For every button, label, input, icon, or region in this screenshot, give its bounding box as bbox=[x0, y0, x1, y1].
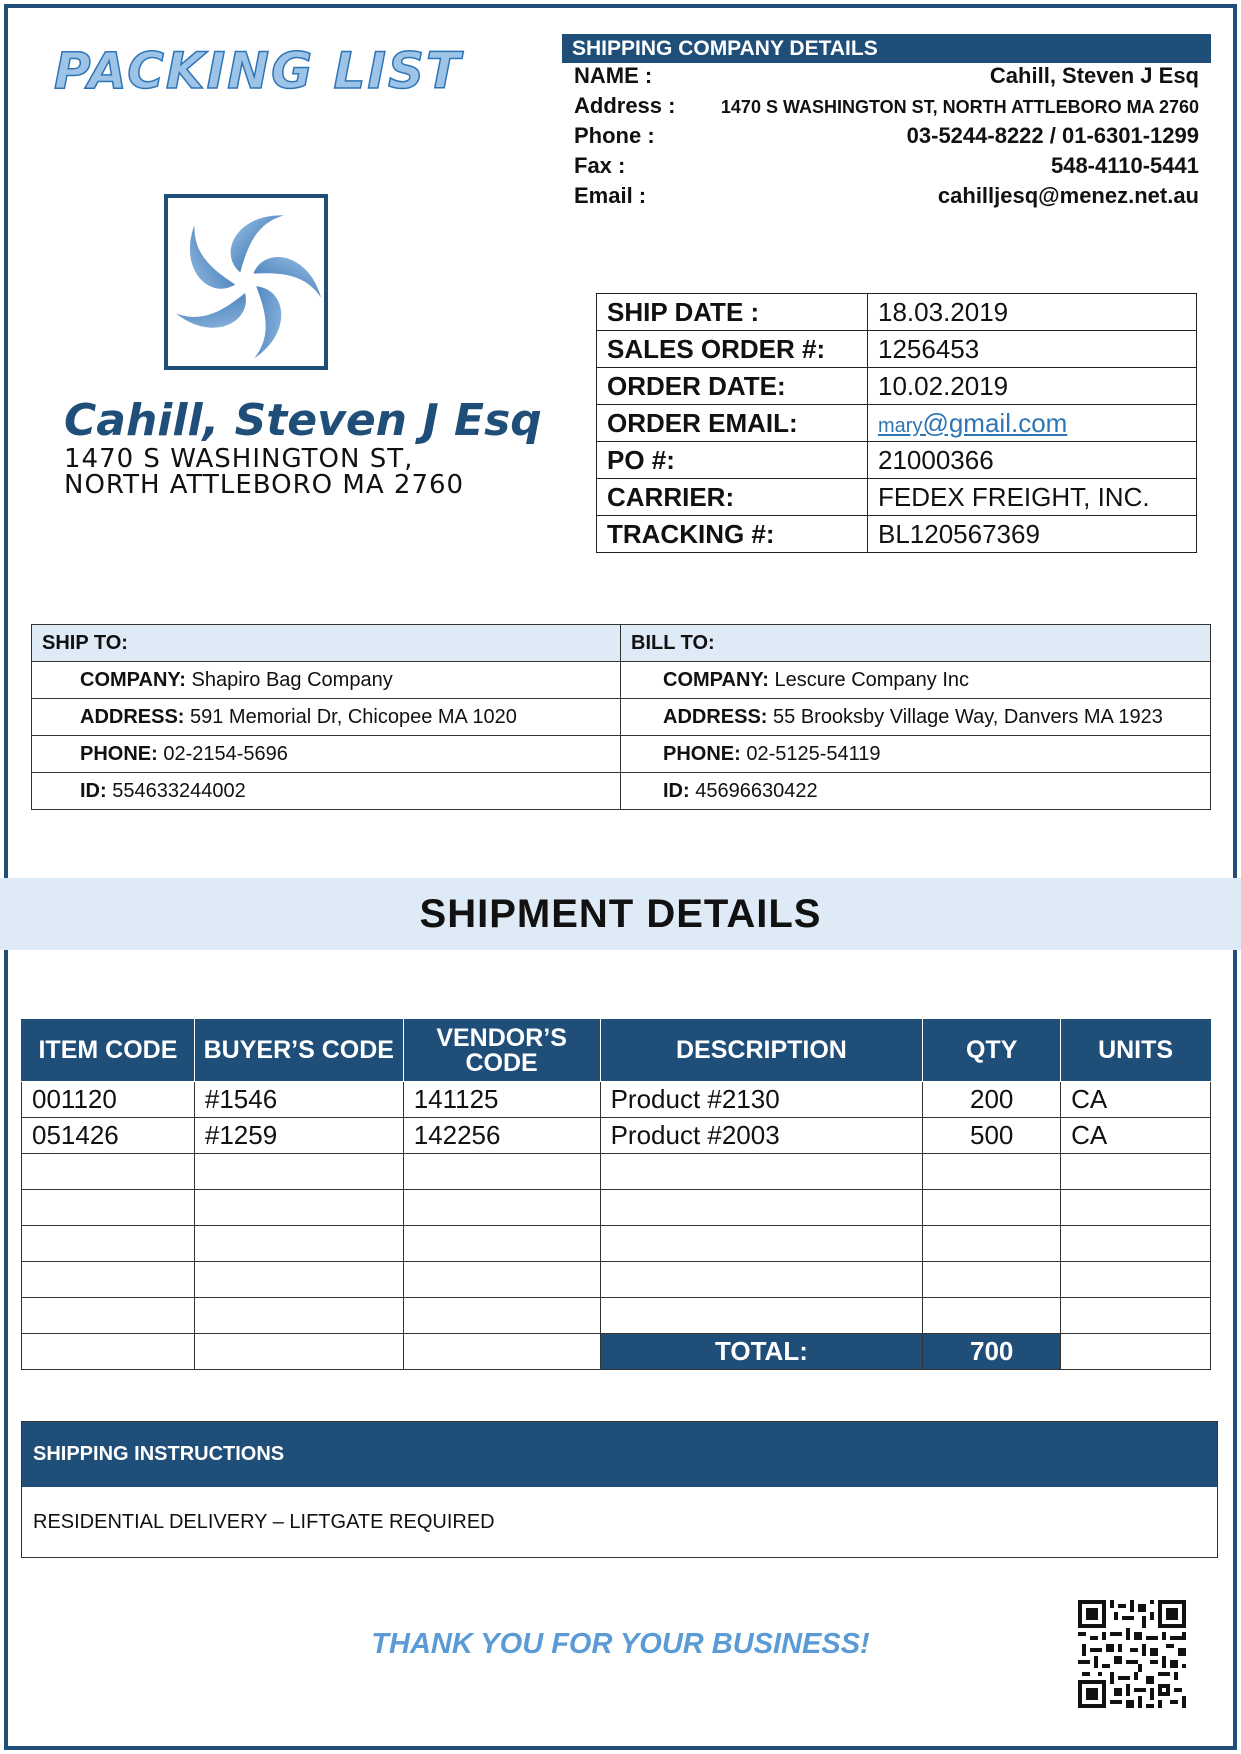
order-value: BL120567369 bbox=[868, 516, 1197, 553]
empty-cell bbox=[22, 1190, 195, 1226]
cell-units: CA bbox=[1061, 1118, 1211, 1154]
field-label: COMPANY: bbox=[663, 668, 769, 691]
table-row bbox=[22, 1118, 1211, 1154]
shipping-company-header: SHIPPING COMPANY DETAILS bbox=[562, 34, 1211, 63]
empty-cell bbox=[22, 1154, 195, 1190]
empty-cell bbox=[194, 1154, 403, 1190]
cell-description: Product #2003 bbox=[600, 1118, 923, 1154]
shipco-value: 1470 S WASHINGTON ST, NORTH ATTLEBORO MA 2760 bbox=[720, 97, 1199, 117]
ship-to-id bbox=[32, 773, 621, 810]
cell-buyer-code: #1546 bbox=[194, 1082, 403, 1118]
col-units: UNITS bbox=[1061, 1020, 1211, 1082]
shipco-label: Address : bbox=[574, 93, 676, 118]
field-label: COMPANY: bbox=[80, 668, 186, 691]
ship-to-address bbox=[32, 699, 621, 736]
thank-you-message: THANK YOU FOR YOUR BUSINESS! bbox=[371, 1628, 870, 1660]
bill-to-phone bbox=[621, 736, 1211, 773]
sender-address-line1: 1470 S WASHINGTON ST, bbox=[64, 444, 414, 474]
cell-vendor-code: 141125 bbox=[403, 1082, 600, 1118]
shipco-row-name bbox=[562, 63, 1211, 93]
empty-cell bbox=[403, 1154, 600, 1190]
shipco-value: 03-5244-8222 / 01-6301-1299 bbox=[906, 123, 1199, 148]
empty-cell bbox=[923, 1190, 1061, 1226]
field-value: Shapiro Bag Company bbox=[185, 668, 393, 691]
order-row-po bbox=[597, 442, 1197, 479]
order-label: SHIP DATE : bbox=[597, 294, 868, 331]
empty-cell bbox=[403, 1190, 600, 1226]
ship-to-header: SHIP TO: bbox=[32, 625, 621, 662]
cell-item-code: 001120 bbox=[22, 1082, 195, 1118]
empty-cell bbox=[1061, 1154, 1211, 1190]
empty-cell bbox=[403, 1334, 600, 1370]
order-value: 21000366 bbox=[868, 442, 1197, 479]
order-value: FEDEX FREIGHT, INC. bbox=[868, 479, 1197, 516]
empty-cell bbox=[1061, 1298, 1211, 1334]
shipco-row-address bbox=[562, 93, 1211, 123]
cell-units: CA bbox=[1061, 1082, 1211, 1118]
shipping-instructions bbox=[21, 1421, 1218, 1558]
cell-buyer-code: #1259 bbox=[194, 1118, 403, 1154]
empty-cell bbox=[600, 1190, 923, 1226]
empty-cell bbox=[600, 1298, 923, 1334]
swirl-logo-icon bbox=[168, 198, 324, 366]
empty-row bbox=[22, 1190, 1211, 1226]
shipco-row-phone bbox=[562, 123, 1211, 153]
bill-to-id bbox=[621, 773, 1211, 810]
empty-cell bbox=[1061, 1226, 1211, 1262]
cell-item-code: 051426 bbox=[22, 1118, 195, 1154]
order-row-order-date bbox=[597, 368, 1197, 405]
empty-cell bbox=[22, 1262, 195, 1298]
field-value: 554633244002 bbox=[106, 779, 246, 802]
empty-cell bbox=[600, 1154, 923, 1190]
empty-cell bbox=[1061, 1190, 1211, 1226]
empty-cell bbox=[403, 1298, 600, 1334]
bill-to-header: BILL TO: bbox=[621, 625, 1211, 662]
order-details-table bbox=[596, 293, 1197, 553]
col-description: DESCRIPTION bbox=[600, 1020, 923, 1082]
address-row-phone bbox=[32, 736, 1211, 773]
order-label: TRACKING #: bbox=[597, 516, 868, 553]
field-label: ADDRESS: bbox=[663, 705, 768, 728]
instructions-header: SHIPPING INSTRUCTIONS bbox=[22, 1422, 1217, 1487]
empty-cell bbox=[600, 1262, 923, 1298]
empty-cell bbox=[600, 1226, 923, 1262]
col-item-code: ITEM CODE bbox=[22, 1020, 195, 1082]
col-buyers-code: BUYER’S CODE bbox=[194, 1020, 403, 1082]
bill-to-address bbox=[621, 699, 1211, 736]
order-label: CARRIER: bbox=[597, 479, 868, 516]
address-row-id bbox=[32, 773, 1211, 810]
shipco-value: cahilljesq@menez.net.au bbox=[937, 183, 1199, 208]
total-value: 700 bbox=[923, 1334, 1061, 1370]
order-row-order-email bbox=[597, 405, 1197, 442]
order-value: 1256453 bbox=[868, 331, 1197, 368]
ship-to-company bbox=[32, 662, 621, 699]
document-title: PACKING LIST bbox=[54, 42, 463, 100]
address-row-company bbox=[32, 662, 1211, 699]
items-table bbox=[21, 1019, 1211, 1370]
company-logo bbox=[164, 194, 328, 370]
order-row-carrier bbox=[597, 479, 1197, 516]
empty-row bbox=[22, 1226, 1211, 1262]
field-value: 45696630422 bbox=[689, 779, 818, 802]
empty-cell bbox=[923, 1298, 1061, 1334]
shipment-details-title: SHIPMENT DETAILS bbox=[0, 878, 1241, 950]
ship-bill-table bbox=[31, 624, 1211, 810]
shipping-company-details bbox=[562, 34, 1211, 213]
order-label: PO #: bbox=[597, 442, 868, 479]
instructions-text: RESIDENTIAL DELIVERY – LIFTGATE REQUIRED bbox=[33, 1511, 495, 1533]
cell-description: Product #2130 bbox=[600, 1082, 923, 1118]
empty-cell bbox=[22, 1226, 195, 1262]
order-row-ship-date bbox=[597, 294, 1197, 331]
field-label: ADDRESS: bbox=[80, 705, 185, 728]
empty-cell bbox=[194, 1334, 403, 1370]
shipco-label: NAME : bbox=[574, 63, 653, 88]
empty-cell bbox=[22, 1298, 195, 1334]
sender-block bbox=[64, 396, 542, 498]
col-vendors-code bbox=[403, 1020, 600, 1082]
col-vendors-code-line2: CODE bbox=[465, 1048, 538, 1077]
empty-cell bbox=[194, 1262, 403, 1298]
empty-cell bbox=[923, 1226, 1061, 1262]
order-label: ORDER EMAIL: bbox=[597, 405, 868, 442]
order-value: 10.02.2019 bbox=[868, 368, 1197, 405]
field-value: 02-2154-5696 bbox=[157, 742, 288, 765]
empty-cell bbox=[194, 1298, 403, 1334]
empty-cell bbox=[1061, 1262, 1211, 1298]
table-row bbox=[22, 1082, 1211, 1118]
items-header-row bbox=[22, 1020, 1211, 1082]
shipco-label: Phone : bbox=[574, 123, 655, 148]
order-row-sales-order bbox=[597, 331, 1197, 368]
order-label: ORDER DATE: bbox=[597, 368, 868, 405]
sender-address-line2: NORTH ATTLEBORO MA 2760 bbox=[64, 470, 465, 500]
sender-name: Cahill, Steven J Esq bbox=[64, 395, 542, 446]
email-domain: @gmail.com bbox=[922, 407, 1068, 438]
field-value: Lescure Company Inc bbox=[768, 668, 970, 691]
shipco-value: 548-4110-5441 bbox=[1050, 153, 1199, 178]
empty-cell bbox=[1061, 1334, 1211, 1370]
shipco-row-fax bbox=[562, 153, 1211, 183]
address-header-row bbox=[32, 625, 1211, 662]
empty-cell bbox=[194, 1190, 403, 1226]
order-row-tracking bbox=[597, 516, 1197, 553]
order-value: 18.03.2019 bbox=[868, 294, 1197, 331]
field-value: 591 Memorial Dr, Chicopee MA 1020 bbox=[184, 705, 517, 728]
shipco-value: Cahill, Steven J Esq bbox=[989, 63, 1199, 88]
field-label: PHONE: bbox=[80, 742, 158, 765]
col-qty: QTY bbox=[923, 1020, 1061, 1082]
empty-row bbox=[22, 1154, 1211, 1190]
cell-qty: 500 bbox=[923, 1118, 1061, 1154]
bill-to-company bbox=[621, 662, 1211, 699]
cell-vendor-code: 142256 bbox=[403, 1118, 600, 1154]
empty-cell bbox=[403, 1226, 600, 1262]
shipco-label: Email : bbox=[574, 183, 647, 208]
empty-cell bbox=[403, 1262, 600, 1298]
field-value: 55 Brooksby Village Way, Danvers MA 1923 bbox=[767, 705, 1163, 728]
empty-cell bbox=[194, 1226, 403, 1262]
field-label: PHONE: bbox=[663, 742, 741, 765]
order-email-link[interactable] bbox=[878, 408, 1067, 438]
shipco-row-email bbox=[562, 183, 1211, 213]
empty-cell bbox=[923, 1154, 1061, 1190]
total-label: TOTAL: bbox=[600, 1334, 923, 1370]
qr-code-icon bbox=[1078, 1600, 1186, 1708]
empty-cell bbox=[22, 1334, 195, 1370]
shipco-label: Fax : bbox=[574, 153, 626, 178]
empty-row bbox=[22, 1262, 1211, 1298]
email-user: mary bbox=[878, 414, 923, 437]
empty-row bbox=[22, 1298, 1211, 1334]
ship-to-phone bbox=[32, 736, 621, 773]
address-row-address bbox=[32, 699, 1211, 736]
order-value bbox=[868, 405, 1197, 442]
cell-qty: 200 bbox=[923, 1082, 1061, 1118]
field-label: ID: bbox=[663, 779, 690, 802]
field-value: 02-5125-54119 bbox=[740, 742, 881, 765]
order-label: SALES ORDER #: bbox=[597, 331, 868, 368]
col-vendors-code-line1: VENDOR’S bbox=[436, 1023, 567, 1052]
total-row bbox=[22, 1334, 1211, 1370]
field-label: ID: bbox=[80, 779, 107, 802]
empty-cell bbox=[923, 1262, 1061, 1298]
